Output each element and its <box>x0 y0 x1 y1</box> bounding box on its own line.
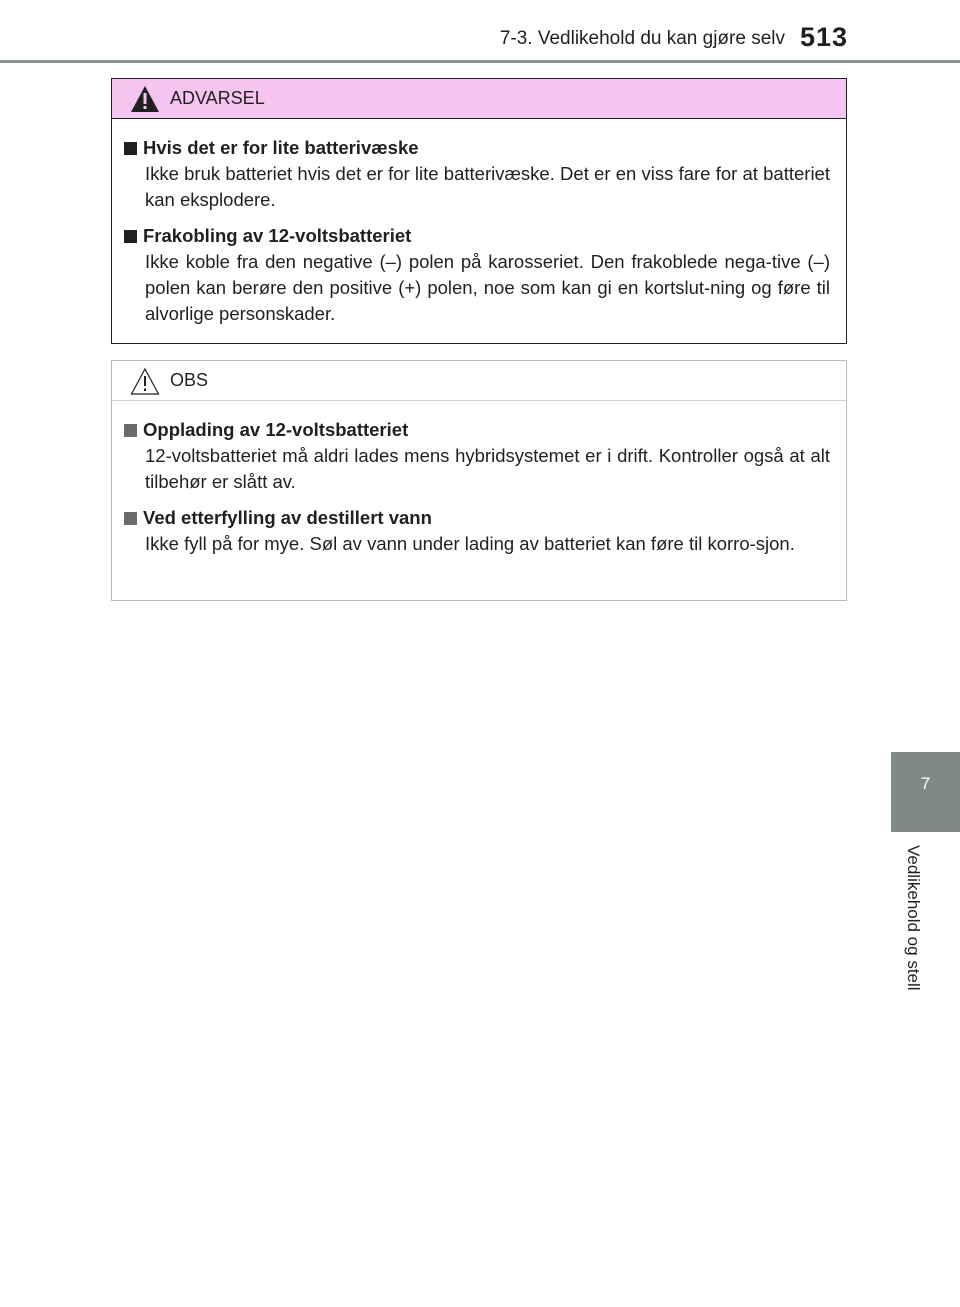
item-text: 12-voltsbatteriet må aldri lades mens hybridsystemet er i drift. Kontroller også at alt tilbehør er slått av. <box>145 445 830 492</box>
list-item <box>124 135 830 213</box>
list-item <box>124 223 830 327</box>
chapter-title: Vedlikehold og stell <box>904 845 923 991</box>
notice-label: OBS <box>170 370 209 390</box>
notice-body <box>112 401 846 557</box>
chapter-number: 7 <box>920 774 931 793</box>
chapter-tab <box>891 752 960 832</box>
warning-header <box>112 79 846 119</box>
item-text: Ikke bruk batteriet hvis det er for lite batterivæske. Det er en viss fare for at batteriet kan eksplodere. <box>145 163 830 210</box>
page-number: 513 <box>800 22 849 52</box>
notice-header <box>112 361 846 401</box>
list-item <box>124 417 830 495</box>
header-rule <box>0 60 960 63</box>
warning-triangle-icon <box>130 85 160 113</box>
notice-box <box>111 360 847 601</box>
list-item <box>124 505 830 557</box>
item-title: Frakobling av 12-voltsbatteriet <box>143 225 412 246</box>
square-bullet-icon <box>124 230 137 243</box>
notice-triangle-outline-icon <box>130 367 160 395</box>
section-title: 7-3. Vedlikehold du kan gjøre selv <box>499 28 785 49</box>
item-title: Ved etterfylling av destillert vann <box>143 507 432 528</box>
item-title: Hvis det er for lite batterivæske <box>143 137 419 158</box>
square-bullet-icon <box>124 424 137 437</box>
item-text: Ikke koble fra den negative (–) polen på karosseriet. Den frakoblede nega-tive (–) polen kan berøre den positive (+) polen, noe som kan gi en kortslut-ning og føre til alvorlige personskader. <box>145 251 830 324</box>
item-title: Opplading av 12-voltsbatteriet <box>143 419 409 440</box>
item-text: Ikke fyll på for mye. Søl av vann under lading av batteriet kan føre til korro-sjon. <box>145 533 795 554</box>
square-bullet-icon <box>124 142 137 155</box>
warning-body <box>112 119 846 327</box>
warning-box <box>111 78 847 344</box>
square-bullet-icon <box>124 512 137 525</box>
warning-label: ADVARSEL <box>170 88 265 108</box>
